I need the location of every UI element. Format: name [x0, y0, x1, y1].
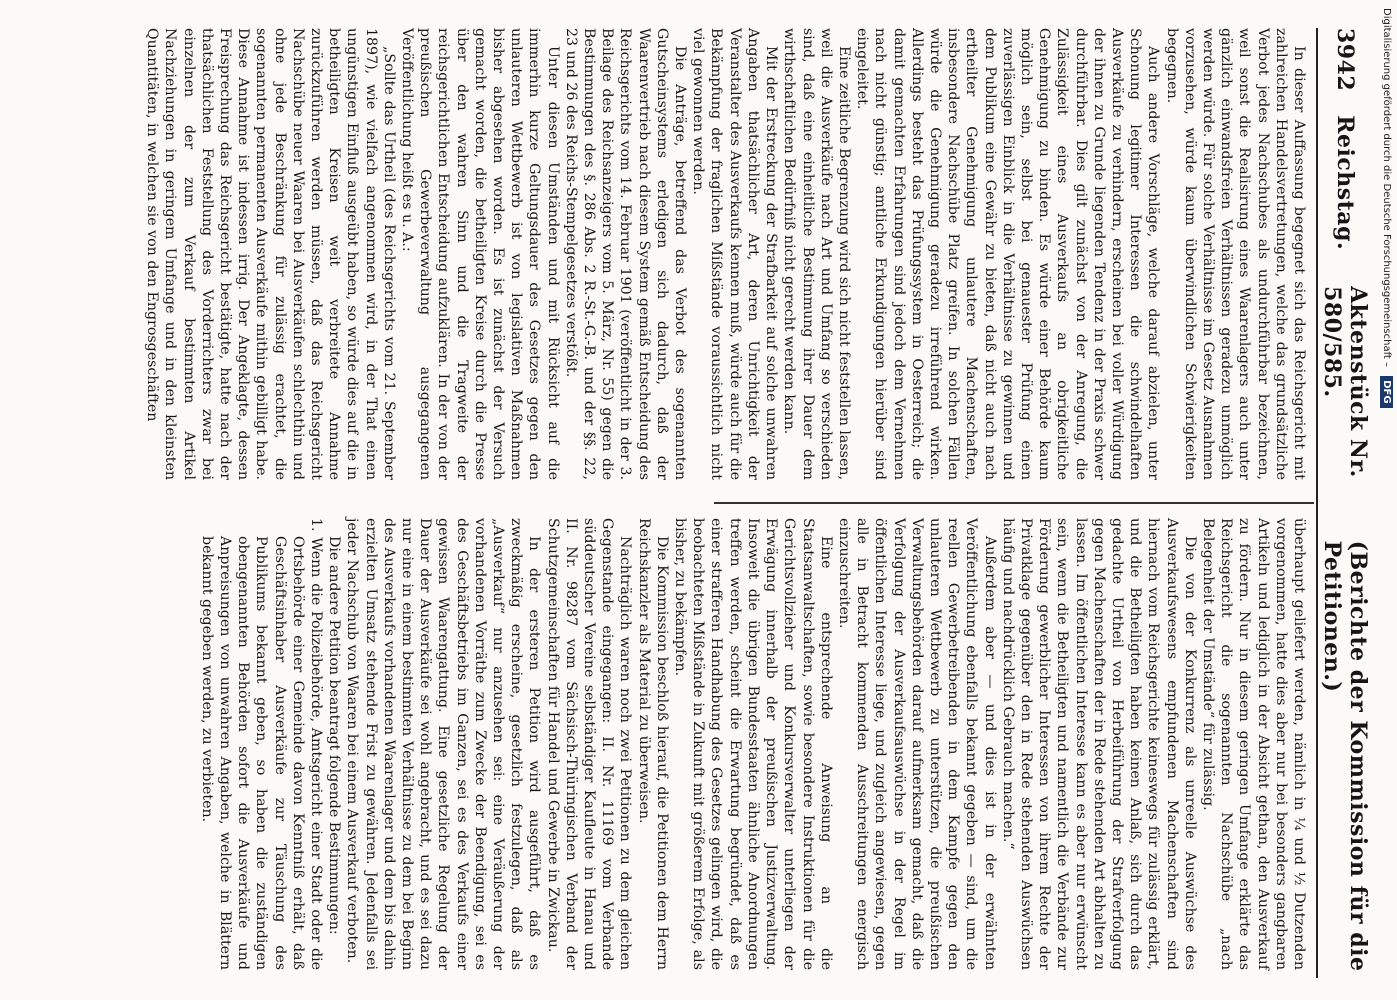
- paragraph: Außerdem aber — und dies ist in der erwähnten Veröffentlichung ebenfalls bekannt gegeben — sind, um die reellen Gewerbetreibenden in dem Kampfe gegen den unlauteren Wettbewerb zu unterstützen, die preußischen Verwaltungsbehörden darauf aufmerksam gemacht, daß die Verfolgung der Ausverkaufsauswüchse in der Regel im öffentlichen Interesse liege, und zugleich angewiesen, gegen alle in Betracht kommenden Ausschreitungen energisch einzuschreiten.: [835, 518, 998, 970]
- page-number: 3942: [1332, 28, 1358, 92]
- paragraph: Die andere Petition beantragt folgende Bestimmungen:: [326, 536, 343, 935]
- digitization-sidebar: [1375, 0, 1397, 1000]
- paragraph: In dieser Auffassung begegnet sich das Reichsgericht mit zahlreichen Handelsvertretungen, welche das grundsätzliche Verbot jedes Nachschubes als undurchführbar bezeichnen, weil sonst die Realisirung eines Waarenlagers auch unter gänzlich einwandsfreien Verhältnissen geradezu unmöglich werden würde. Für solche Verhältnisse im Gesetz Ausnahmen vorzusehen, würde kaum überwindlichen Schwierigkeiten begegnen.: [1163, 28, 1307, 480]
- paragraph: Unter diesen Umständen und mit Rücksicht auf die immerhin kurze Geltungsdauer des Gesetzes gegen den unlauteren Wettbewerb ist von legislativen Maßnahmen bisher abgesehen worden. Es ist zunächst der Versuch gemacht worden, die betheiligten Kreise durch die Presse über den wahren Sinn und die Tragweite der reichsgerichtlichen Entscheidung aufzuklären. In der von der preußischen Gewerbeverwaltung ausgegangenen Veröffentlichung heißt es u. A.:: [399, 28, 561, 480]
- paragraph: Eine entsprechende Anweisung an die Staatsanwaltschaften, sowie besondere Instruktionen für die Gerichtsvollzieher und Konkursverwalter unterliegen der Erwägung innerhalb der preußischen Justizverwaltung. Insoweit die übrigen Bundesstaaten ähnliche Anordnungen treffen werden, scheint die Erwartung begründet, daß es einer strafferen Handhabung des Gesetzes gelingen wird, die beobachteten Mißstände in Zukunft mit größerem Erfolge, als bisher, zu bekämpfen.: [672, 518, 834, 970]
- credit-text: Digitalisierung gefördert durch die Deutsche Forschungsgemeinschaft –: [1381, 8, 1392, 368]
- digitization-credit: [1380, 8, 1393, 408]
- paragraph: Die Anträge, betreffend das Verbot des sogenannten Gutscheinsystems erledigen sich dadurch, daß der Waarenvertrieb nach diesem System gemäß Entscheidung des Reichsgerichts vom 14. Februar 1901 (veröffentlicht in der 3. Beilage des Reichsanzeigers vom 5. März, Nr. 55) gegen die Bestimmungen des §. 286 Abs. 2 R.-St.-G.-B. und der §§. 22, 23 und 26 des Reichs-Stempelgesetzes verstößt.: [562, 28, 689, 480]
- page-header: [1320, 28, 1370, 978]
- paragraph: Auch andere Vorschläge, welche darauf abzielen, unter Schonung legitimer Interessen die schwindelhaften Ausverkäufe zu verhindern, erscheinen bei voller Würdigung der ihnen zu Grunde liegenden Tendenz in der Praxis schwer durchführbar. Dies gilt zunächst von der Anregung, die Zulässigkeit eines Ausverkaufs an obrigkeitliche Genehmigung zu binden. Es würde einer Behörde kaum möglich sein, selbst bei genauester Prüfung einen zuverlässigen Einblick in die Verhältnisse zu gewinnen und dem Publikum eine Gewähr zu bieten, daß nicht auch nach ertheilter Genehmigung unlautere Machenschaften, insbesondere Nachschübe Platz greifen. In solchen Fällen würde die Genehmigung geradezu irreführend wirken. Allerdings besteht das Prüfungssystem in Oesterreich; die damit gemachten Erfahrungen sind jedoch dem Vernehmen nach nicht günstig; amtliche Erkundigungen hierüber sind eingeleitet.: [854, 28, 1162, 480]
- paragraph: Die Kommission beschloß hierauf, die Petitionen dem Herrn Reichskanzler als Material zu überweisen.: [635, 518, 670, 970]
- right-column: [198, 518, 1308, 970]
- paragraph: „Sollte das Urtheil (des Reichsgerichts vom 21. September 1897), wie vielfach angenommen wird, in der That einen ungünstigen Einfluß ausgeübt haben, so würde dies auf die in betheiligten Kreisen weit verbreitete Annahme zurückzuführen werden müssen, daß das Reichsgericht Nachschübe neuer Waaren bei Ausverkäufen schlechthin und ohne jede Beschränkung für zulässig erachtet, die sogenannten permanenten Ausverkäufe mithin gebilligt habe. Diese Annahme ist indessen irrig. Der Angeklagte, dessen Freisprechung das Reichsgericht bestätigte, hatte nach der thatsächlichen Feststellung des Vorderrichters zwar bei einzelnen der zum Verkauf bestimmten Artikel Nachziehungen in geringem Umfange und in den kleinsten Quantitäten, in welchen sie von den Engrosgeschäften: [144, 28, 397, 480]
- left-column: [143, 28, 1308, 480]
- rotated-page-content: [80, 28, 1370, 978]
- header-left: Reichstag.: [1332, 115, 1358, 251]
- numbered-item: 1. Wenn die Polizeibehörde, Amtsgericht einer Stadt oder die Ortsbehörde einer Gemeinde davon Kenntniß erhält, daß Geschäftsinhaber Ausverkäufe zur Täuschung des Publikums bekannt geben, so haben die zuständigen obengenannten Behörden sofort die Ausverkäufe und Anpreisungen von unwahren Angaben, welche in Blättern bekannt gegeben werden, zu verbieten.: [198, 518, 325, 970]
- header-document-number: Aktenstück Nr. 580/585.: [1319, 286, 1371, 478]
- paragraph: Die von der Konkurrenz als unreelle Auswüchse des Ausverkaufswesens empfundenen Machenschaften sind hiernach vom Reichsgerichte keineswegs für zulässig erklärt, und die Betheiligten haben keinen Anlaß, sich durch das gedachte Urtheil von Herbeiführung der Strafverfolgung gegen Machenschaften der in Rede stehenden Art abhalten zu lassen. Im öffentlichen Interesse kann es aber nur erwünscht sein, wenn die Betheiligten und namentlich die Verbände zur Förderung gewerblicher Interessen von ihrem Rechte der Privatklage gegenüber den in Rede stehenden Auswüchsen häufig und nachdrücklich Gebrauch machen.“: [999, 518, 1198, 970]
- header-rule: [1316, 28, 1318, 978]
- column-divider: [714, 502, 1314, 504]
- paragraph: Eine zeitliche Begrenzung wird sich nicht feststellen lassen, weil die Ausverkäufe nach Art und Umfang so verschieden sind, daß eine einheitliche Bestimmung ihrer Dauer dem wirthschaftlichen Bedürfniß nicht gerecht werden kann.: [781, 28, 852, 480]
- paragraph: In der ersteren Petition wird ausgeführt, daß es zweckmäßig erscheine, gesetzlich festzulegen, daß als „Ausverkauf“ nur anzusehen sei: eine Veräußerung der vorhandenen Vorräthe zum Zwecke der Beendigung, sei es des Geschäftsbetriebs im Ganzen, sei es des Verkaufs einer gewissen Waarengattung. Eine gesetzliche Regelung der Dauer der Ausverkäufe sei wohl angebracht, und es sei dazu nur eine in einem bestimmten Verhältnisse zu dem bei Beginn des Ausverkaufs vorhandenen Waarenlager und dem bis dahin erzielten Umsatz stehende Frist zu gewähren. Jedenfalls sei jeder Nachschub von Waaren bei einem Ausverkauf verboten.: [344, 518, 543, 970]
- paragraph: überhaupt geliefert werden, nämlich in ¼ und ½ Dutzenden vorgenommen, hatte dies aber nur bei besonders gangbaren Artikeln und lediglich in der Absicht gethan, den Ausverkauf zu fördern. Nur in diesem geringen Umfange erklärte das Reichsgericht die sogenannten Nachschübe „nach Belegenheit der Umstände“ für zulässig.: [1199, 518, 1307, 970]
- paragraph: Mit der Erstreckung der Strafbarkeit auf solche unwahren Angaben thatsächlicher Art, deren Unrichtigkeit der Veranstalter des Ausverkaufs kennen muß, würde auch für die Bekämpfung der fraglichen Mißstände voraussichtlich nicht viel gewonnen werden.: [690, 28, 780, 480]
- paragraph: Nachträglich waren noch zwei Petitionen zu dem gleichen Gegenstande eingegangen: II. Nr. 11169 vom Verbande süddeutscher Vereine selbständiger Kaufleute in Hanau und II. Nr. 98287 vom Sächsisch-Thüringischen Verband der Schutzgemeinschaften für Handel und Gewerbe in Zwickau.: [544, 518, 634, 970]
- header-section-title: (Berichte der Kommission für die Petitionen.): [1319, 540, 1371, 972]
- dfg-logo: DFG: [1380, 376, 1393, 407]
